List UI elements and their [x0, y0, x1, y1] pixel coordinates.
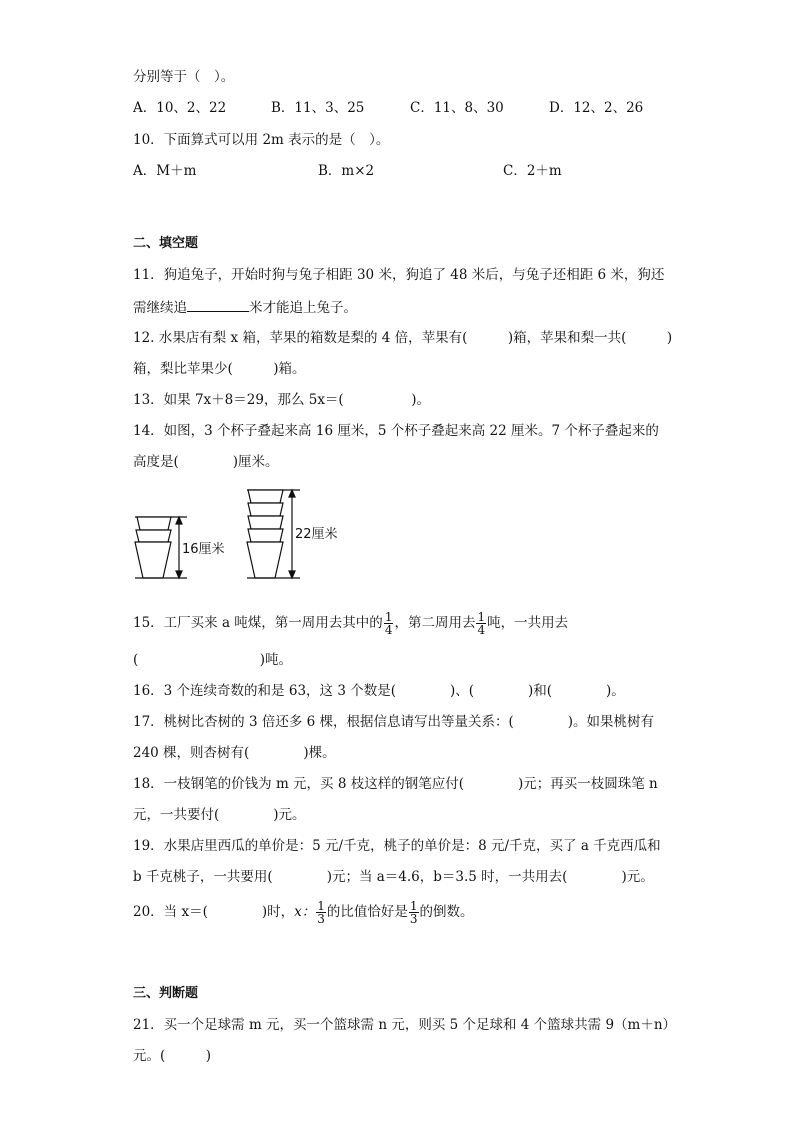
- q9-option-b: B．11、3、25: [271, 100, 365, 116]
- q10-option-a: A．M＋m: [133, 163, 197, 179]
- numerator: 1: [477, 610, 486, 624]
- q20-variable-x: x：: [294, 904, 316, 920]
- label-22cm: 22厘米: [295, 527, 338, 542]
- cup: [135, 542, 171, 578]
- denominator: 3: [409, 912, 418, 926]
- q20-line1: [133, 900, 474, 925]
- arrow-head: [176, 517, 182, 524]
- numerator: 1: [384, 610, 393, 624]
- q20-text-3: 的比值恰好是: [326, 904, 408, 920]
- cup: [248, 516, 283, 529]
- q16-line1: 16．3 个连续奇数的和是 63，这 3 个数是( )、( )和( )。: [133, 683, 625, 699]
- cup: [136, 530, 171, 542]
- fraction-one-third: [316, 900, 326, 925]
- numerator: 1: [317, 899, 325, 913]
- q20-text-1: 20．当 x＝( )时，: [133, 904, 295, 920]
- q14-line1: 14．如图，3 个杯子叠起来高 16 厘米，5 个杯子叠起来高 22 厘米。7 个杯子叠起来的: [133, 423, 659, 439]
- cup: [248, 529, 283, 542]
- q20-text-4: 的倒数。: [419, 904, 474, 920]
- q18-line2: 元，一共要付( )元。: [133, 807, 306, 823]
- cup: [248, 490, 283, 503]
- q18-line1: 18．一枝钢笔的价钱为 m 元，买 8 枝这样的钢笔应付( )元；再买一枝圆珠笔 n: [133, 776, 658, 792]
- q19-line1: 19．水果店里西瓜的单价是：5 元/千克，桃子的单价是：8 元/千克，买了 a 千克西瓜和: [133, 838, 661, 854]
- q11-line2: [133, 297, 357, 317]
- q11-line2-b: 米才能追上兔子。: [249, 300, 357, 316]
- q10-option-c: C．2＋m: [503, 163, 562, 179]
- q10-stem: 10．下面算式可以用 2m 表示的是（ ）。: [133, 132, 390, 148]
- denominator: 4: [477, 623, 486, 637]
- q12-line1: 12. 水果店有梨 x 箱，苹果的箱数是梨的 4 倍，苹果有( )箱，苹果和梨一共( ): [133, 330, 673, 346]
- cups-stack-small: [135, 517, 187, 578]
- answer-blank: [187, 297, 249, 312]
- q9-stem-tail: 分别等于（ ）。: [133, 69, 235, 85]
- numerator: 1: [409, 899, 418, 913]
- denominator: 3: [317, 912, 325, 926]
- q10-option-b: B．m×2: [318, 163, 375, 179]
- q15-text-1: 15．工厂买来 a 吨煤，第一周用去其中的: [133, 615, 383, 631]
- q13-line1: 13．如果 7x＋8＝29，那么 5x＝( )。: [133, 392, 430, 408]
- label-16cm: 16厘米: [182, 542, 225, 557]
- cup: [248, 503, 283, 516]
- section-heading-fill-in: 二、填空题: [133, 236, 199, 251]
- q21-line1: 21．买一个足球需 m 元，买一个篮球需 n 元，则买 5 个足球和 4 个篮球共需 9（m＋n）: [133, 1017, 677, 1033]
- q15-line2: ( )吨。: [133, 652, 293, 668]
- section-heading-true-false: 三、判断题: [133, 986, 199, 1001]
- q17-line1: 17．桃树比杏树的 3 倍还多 6 棵，根据信息请写出等量关系：( )。如果桃树有: [133, 714, 655, 730]
- fraction-one-quarter: [476, 611, 486, 636]
- arrow-head: [176, 571, 182, 578]
- q11-line1: 11．狗追兔子，开始时狗与兔子相距 30 米，狗追了 48 米后，与兔子还相距 6 米，狗还: [133, 267, 665, 283]
- fraction-one-quarter: [384, 611, 394, 636]
- q21-line2: 元。( ): [133, 1048, 212, 1064]
- fraction-one-third: [409, 900, 419, 925]
- denominator: 4: [384, 623, 393, 637]
- q15-text-2: ，第二周用去: [394, 615, 476, 631]
- stacked-cups-figure: [125, 480, 365, 590]
- cup: [247, 542, 283, 578]
- q19-line2: b 千克桃子，一共要用( )元；当 a＝4.6，b＝3.5 时，一共用去( )元。: [133, 869, 654, 885]
- q12-line2: 箱，梨比苹果少( )箱。: [133, 361, 306, 377]
- q9-option-a: A．10、2、22: [133, 100, 227, 116]
- q9-option-c: C．11、8、30: [410, 100, 504, 116]
- q9-option-d: D．12、2、26: [549, 100, 644, 116]
- q17-line2: 240 棵，则杏树有( )棵。: [133, 745, 336, 761]
- q15-line1: [133, 611, 568, 636]
- cups-stack-large: [247, 490, 300, 578]
- cup: [137, 517, 171, 530]
- q11-line2-a: 需继续追: [133, 300, 187, 316]
- arrow-head: [289, 571, 295, 578]
- q15-text-3: 吨，一共用去: [487, 615, 569, 631]
- q14-line2: 高度是( )厘米。: [133, 454, 279, 470]
- arrow-head: [289, 490, 295, 497]
